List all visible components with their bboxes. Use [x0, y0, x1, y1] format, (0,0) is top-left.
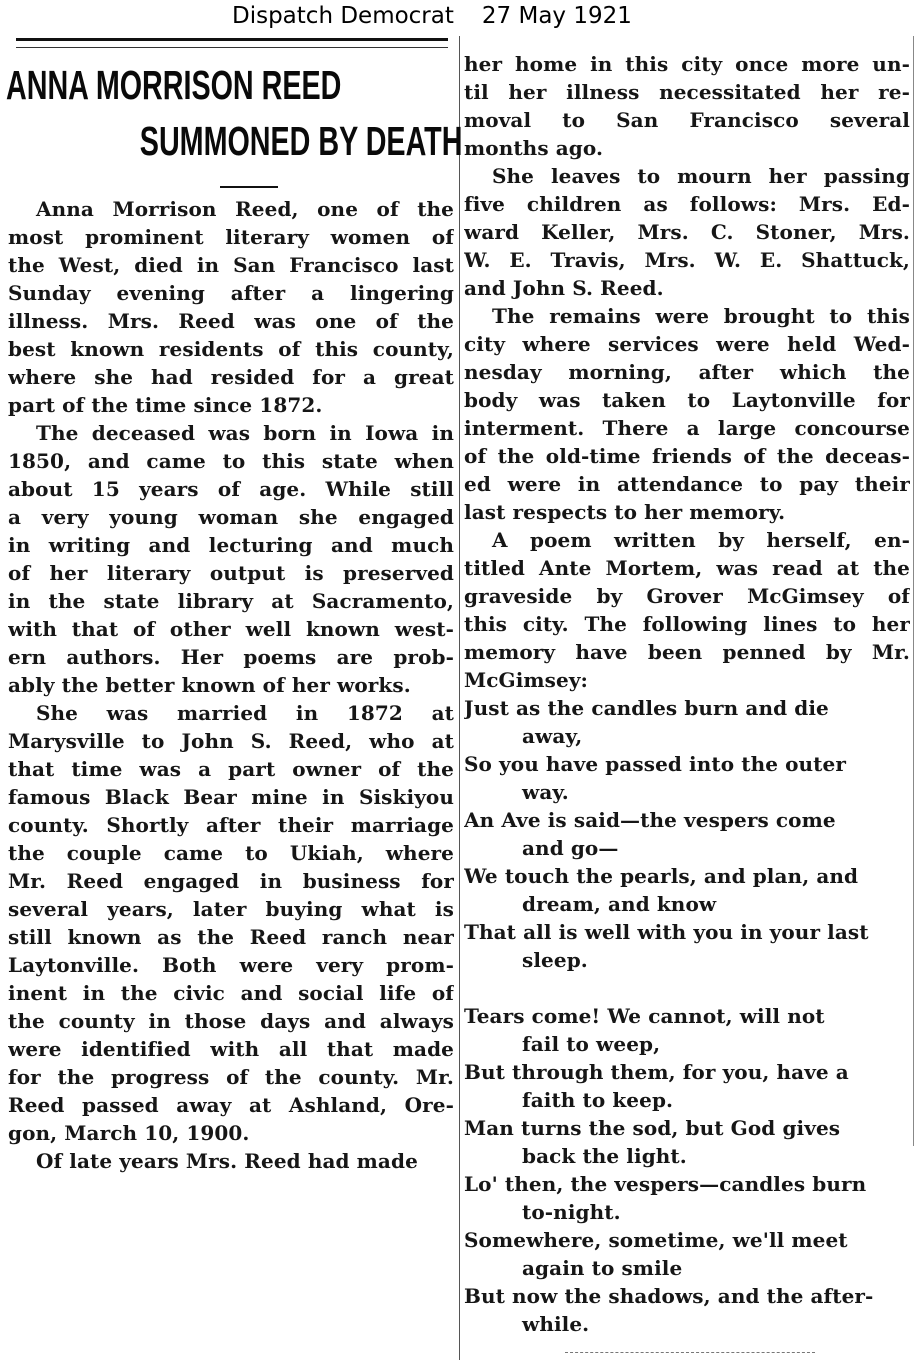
article-column-left	[8, 195, 454, 1175]
text-line: still known as the Reed ranch near	[8, 925, 454, 949]
text-line: graveside by Grover McGimsey of	[464, 584, 910, 608]
text-line: to-night.	[522, 1200, 621, 1224]
text-line	[464, 974, 910, 1002]
text-line: An Ave is said—the vespers come	[464, 808, 836, 832]
text-line: and go—	[522, 836, 619, 860]
text-line: five children as follows: Mrs. Ed-	[464, 192, 910, 216]
right-border	[913, 36, 914, 1146]
text-line: ed were in attendance to pay their	[464, 472, 910, 496]
text-line: a very young woman she engaged	[8, 505, 454, 529]
text-line: Tears come! We cannot, will not	[464, 1004, 825, 1028]
text-line: sleep.	[522, 948, 588, 972]
text-line: 1850, and came to this state when	[8, 449, 454, 473]
text-line: were identified with all that made	[8, 1037, 454, 1061]
text-line: several years, later buying what is	[8, 897, 454, 921]
text-line: Lo' then, the vespers—candles burn	[464, 1172, 867, 1196]
text-line: She leaves to mourn her passing	[492, 164, 910, 188]
text-line: county. Shortly after their marriage	[8, 813, 454, 837]
text-line: She was married in 1872 at	[36, 701, 454, 725]
text-line: til her illness necessitated her re-	[464, 80, 910, 104]
text-line: memory have been penned by Mr.	[464, 640, 910, 664]
text-line: Anna Morrison Reed, one of the	[36, 197, 454, 221]
text-line: in writing and lecturing and much	[8, 533, 454, 557]
text-line: ern authors. Her poems are prob-	[8, 645, 454, 669]
text-line: that time was a part owner of the	[8, 757, 454, 781]
text-line: Of late years Mrs. Reed had made	[36, 1149, 418, 1173]
text-line: Mr. Reed engaged in business for	[8, 869, 454, 893]
text-line: gon, March 10, 1900.	[8, 1121, 250, 1145]
text-line: That all is well with you in your last	[464, 920, 869, 944]
text-line: in the state library at Sacramento,	[8, 589, 454, 613]
text-line: fail to weep,	[522, 1032, 661, 1056]
text-line: city where services were held Wed-	[464, 332, 910, 356]
text-line: illness. Mrs. Reed was one of the	[8, 309, 454, 333]
text-line: McGimsey:	[464, 668, 589, 692]
text-line: best known residents of this county,	[8, 337, 454, 361]
text-line: way.	[522, 780, 569, 804]
text-line: Just as the candles burn and die	[464, 696, 829, 720]
text-line: ward Keller, Mrs. C. Stoner, Mrs.	[464, 220, 910, 244]
publication-date: 27 May 1921	[481, 3, 632, 29]
column-divider	[459, 36, 460, 1360]
text-line: Reed passed away at Ashland, Ore-	[8, 1093, 454, 1117]
text-line: last respects to her memory.	[464, 500, 786, 524]
text-line: about 15 years of age. While still	[8, 477, 454, 501]
text-line: months ago.	[464, 136, 604, 160]
text-line: W. E. Travis, Mrs. W. E. Shattuck,	[464, 248, 910, 272]
text-line: of the old-time friends of the deceas-	[464, 444, 910, 468]
text-line: part of the time since 1872.	[8, 393, 323, 417]
text-line: body was taken to Laytonville for	[464, 388, 910, 412]
text-line: famous Black Bear mine in Siskiyou	[8, 785, 454, 809]
text-line: inent in the civic and social life of	[8, 981, 454, 1005]
publication-name: Dispatch Democrat	[232, 3, 454, 29]
text-line: faith to keep.	[522, 1088, 674, 1112]
text-line: of her literary output is preserved	[8, 561, 454, 585]
text-line: Laytonville. Both were very prom-	[8, 953, 454, 977]
text-line: her home in this city once more un-	[464, 52, 910, 76]
headline-line-1: ANNA MORRISON REED	[6, 62, 342, 108]
text-line: nesday morning, after which the	[464, 360, 910, 384]
text-line: The deceased was born in Iowa in	[36, 421, 454, 445]
text-line: Man turns the sod, but God gives	[464, 1116, 841, 1140]
headline-line-2: SUMMONED BY DEATH	[139, 118, 463, 164]
text-line: interment. There a large concourse	[464, 416, 910, 440]
text-line: Sunday evening after a lingering	[8, 281, 454, 305]
text-line: the county in those days and always	[8, 1009, 454, 1033]
text-line: So you have passed into the outer	[464, 752, 846, 776]
top-rule	[16, 38, 448, 48]
text-line: away,	[522, 724, 583, 748]
text-line: with that of other well known west-	[8, 617, 454, 641]
text-line: A poem written by herself, en-	[492, 528, 910, 552]
text-line: most prominent literary women of	[8, 225, 454, 249]
text-line: But now the shadows, and the after-	[464, 1284, 874, 1308]
text-line: The remains were brought to this	[492, 304, 910, 328]
text-line: We touch the pearls, and plan, and	[464, 864, 859, 888]
text-line: the couple came to Ukiah, where	[8, 841, 454, 865]
clipping-caption	[232, 2, 672, 32]
text-line: the West, died in San Francisco last	[8, 253, 454, 277]
text-line: dream, and know	[522, 892, 717, 916]
text-line: and John S. Reed.	[464, 276, 664, 300]
text-line: for the progress of the county. Mr.	[8, 1065, 454, 1089]
text-line: ably the better known of her works.	[8, 673, 411, 697]
text-line: Marysville to John S. Reed, who at	[8, 729, 454, 753]
text-line: Somewhere, sometime, we'll meet	[464, 1228, 848, 1252]
text-line: moval to San Francisco several	[464, 108, 910, 132]
headline-dash	[220, 186, 278, 188]
text-line: while.	[522, 1312, 590, 1336]
text-line: where she had resided for a great	[8, 365, 454, 389]
text-line: titled Ante Mortem, was read at the	[464, 556, 910, 580]
text-line: back the light.	[522, 1144, 687, 1168]
article-column-right	[464, 50, 910, 1338]
text-line: this city. The following lines to her	[464, 612, 910, 636]
bottom-rule	[565, 1352, 815, 1353]
text-line: again to smile	[522, 1256, 683, 1280]
text-line: But through them, for you, have a	[464, 1060, 849, 1084]
